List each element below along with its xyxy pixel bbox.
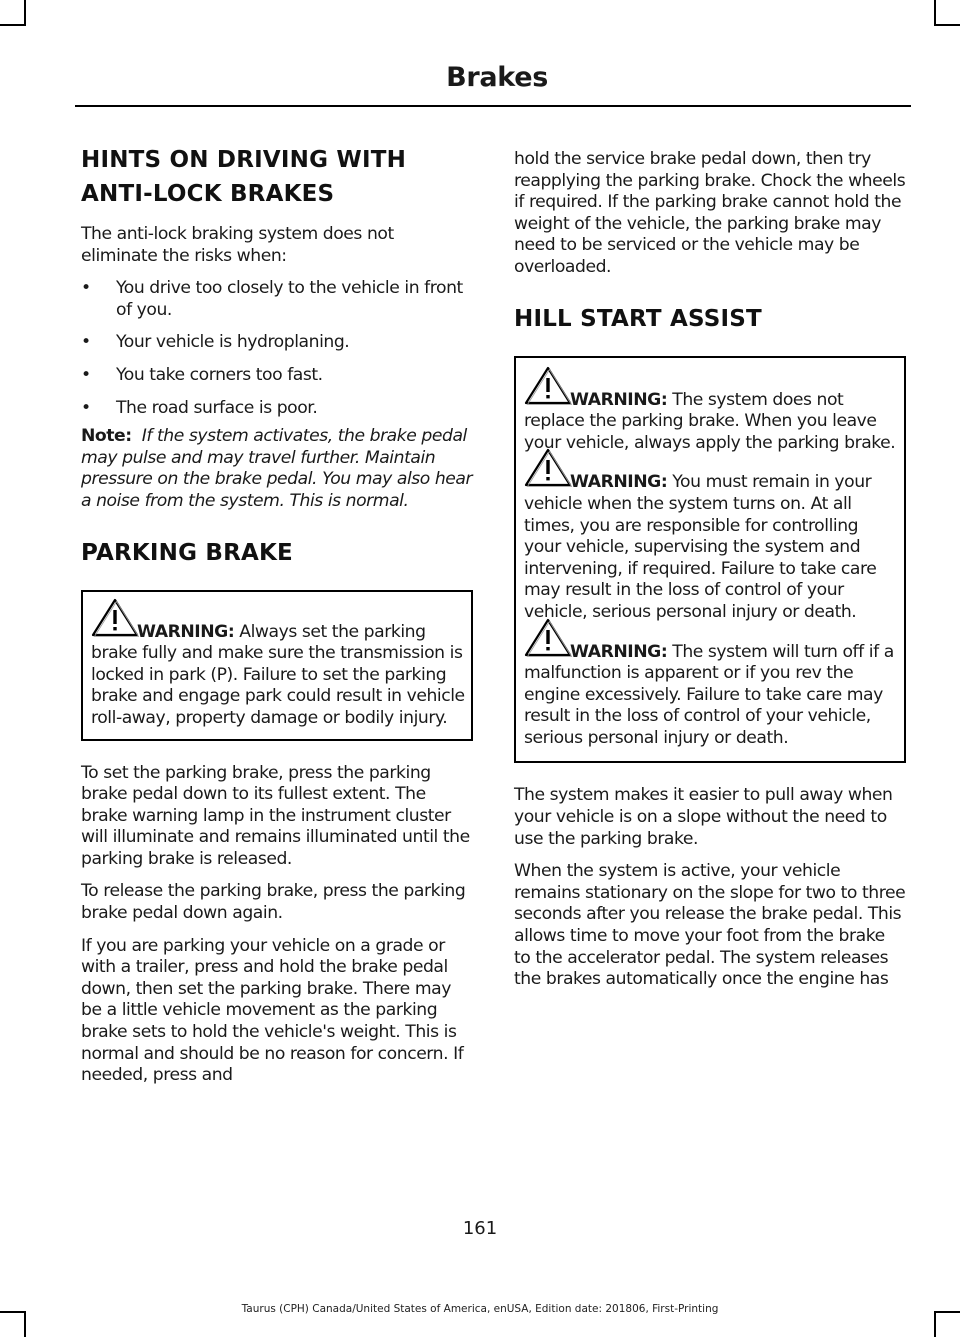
abs-note: [81, 426, 473, 512]
list-item: • Your vehicle is hydroplaning.: [81, 332, 473, 354]
abs-intro: The anti-lock braking system does not eliminate the risks when:: [81, 224, 394, 266]
note-text: If the system activates, the brake pedal may pulse and may travel further. Maintain pressure on the brake pedal. You may also hear a noise from the system. This is normal.: [81, 426, 473, 511]
warning-body: Always set the parking brake fully and make sure the transmission is locked in park (P). Failure to set the parking brake and engage park could result in vehicle roll-away, property damage or bodily injury.: [91, 621, 465, 728]
warning-text: [524, 472, 898, 623]
list-item: • The road surface is poor.: [81, 398, 473, 420]
list-item: • You drive too closely to the vehicle in front of you.: [81, 278, 473, 321]
warning-item: [524, 624, 898, 748]
hill-start-paragraph: When the system is active, your vehicle remains stationary on the slope for two to three seconds after you release the brake pedal. This allows time to move your foot from the brake to the accelerator pedal. The system releases the brakes automatically once the engine has: [514, 861, 906, 990]
warning-body: The system will turn off if a malfunction is apparent or if you rev the engine excessively. Failure to take care may result in the loss of control of your vehicle, serious personal injury or death.: [524, 641, 894, 748]
parking-paragraph: To release the parking brake, press the parking brake pedal down again.: [81, 881, 466, 924]
continued-paragraph: hold the service brake pedal down, then try reapplying the parking brake. Chock the wheels if required. If the parking brake cannot hold the weight of the vehicle, the parking brake may need to be serviced or the vehicle may be overloaded.: [514, 149, 906, 277]
section-title: Brakes: [446, 62, 548, 93]
edition-footer: Taurus (CPH) Canada/United States of America, enUSA, Edition date: 201806, First-Printing: [241, 1303, 719, 1315]
crop-mark: [24, 0, 26, 26]
warning-body: The system does not replace the parking brake. When you leave your vehicle, always apply the parking brake.: [524, 389, 896, 453]
warning-text: [524, 390, 898, 455]
warning-item: [524, 372, 898, 453]
hill-start-paragraph: The system makes it easier to pull away when your vehicle is on a slope without the need to use the parking brake.: [514, 785, 893, 849]
warning-label: WARNING:: [570, 389, 668, 410]
abs-risk-list: [81, 278, 473, 419]
right-column: [514, 149, 906, 1002]
warning-label: WARNING:: [570, 641, 668, 662]
warning-item: [524, 454, 898, 622]
parking-brake-heading: PARKING BRAKE: [81, 539, 293, 566]
page-number: 161: [462, 1218, 498, 1239]
left-column: [81, 143, 473, 1098]
crop-mark: [934, 0, 936, 26]
parking-paragraph: If you are parking your vehicle on a grade or with a trailer, press and hold the brake pedal down, then set the parking brake. There may be a little vehicle movement as the parking brake sets to hold the vehicle's weight. This is normal and should be no reason for concern. If needed, press and: [81, 935, 464, 1086]
warning-text: [524, 642, 898, 750]
hill-start-heading: HILL START ASSIST: [514, 305, 762, 332]
warning-label: WARNING:: [137, 621, 235, 642]
note-label: Note:: [81, 426, 132, 447]
warning-text: [91, 622, 465, 730]
crop-mark: [0, 24, 26, 26]
header-divider: [75, 105, 911, 107]
crop-mark: [934, 24, 960, 26]
parking-warning-box: [81, 590, 473, 741]
parking-paragraph: To set the parking brake, press the parking brake pedal down to its fullest extent. The brake warning lamp in the instrument cluster will illuminate and remains illuminated until the parking brake is released.: [81, 762, 470, 869]
warning-item: [91, 604, 465, 728]
warning-body: You must remain in your vehicle when the system turns on. At all times, you are responsible for controlling your vehicle, supervising the system and intervening, if required. Failure to take care may result in the loss of control of your vehicle, serious personal injury or death.: [524, 472, 877, 622]
abs-heading: HINTS ON DRIVING WITH ANTI-LOCK BRAKES: [81, 147, 407, 207]
hill-start-warning-box: [514, 356, 906, 764]
warning-label: WARNING:: [570, 472, 668, 493]
list-item: • You take corners too fast.: [81, 365, 473, 387]
